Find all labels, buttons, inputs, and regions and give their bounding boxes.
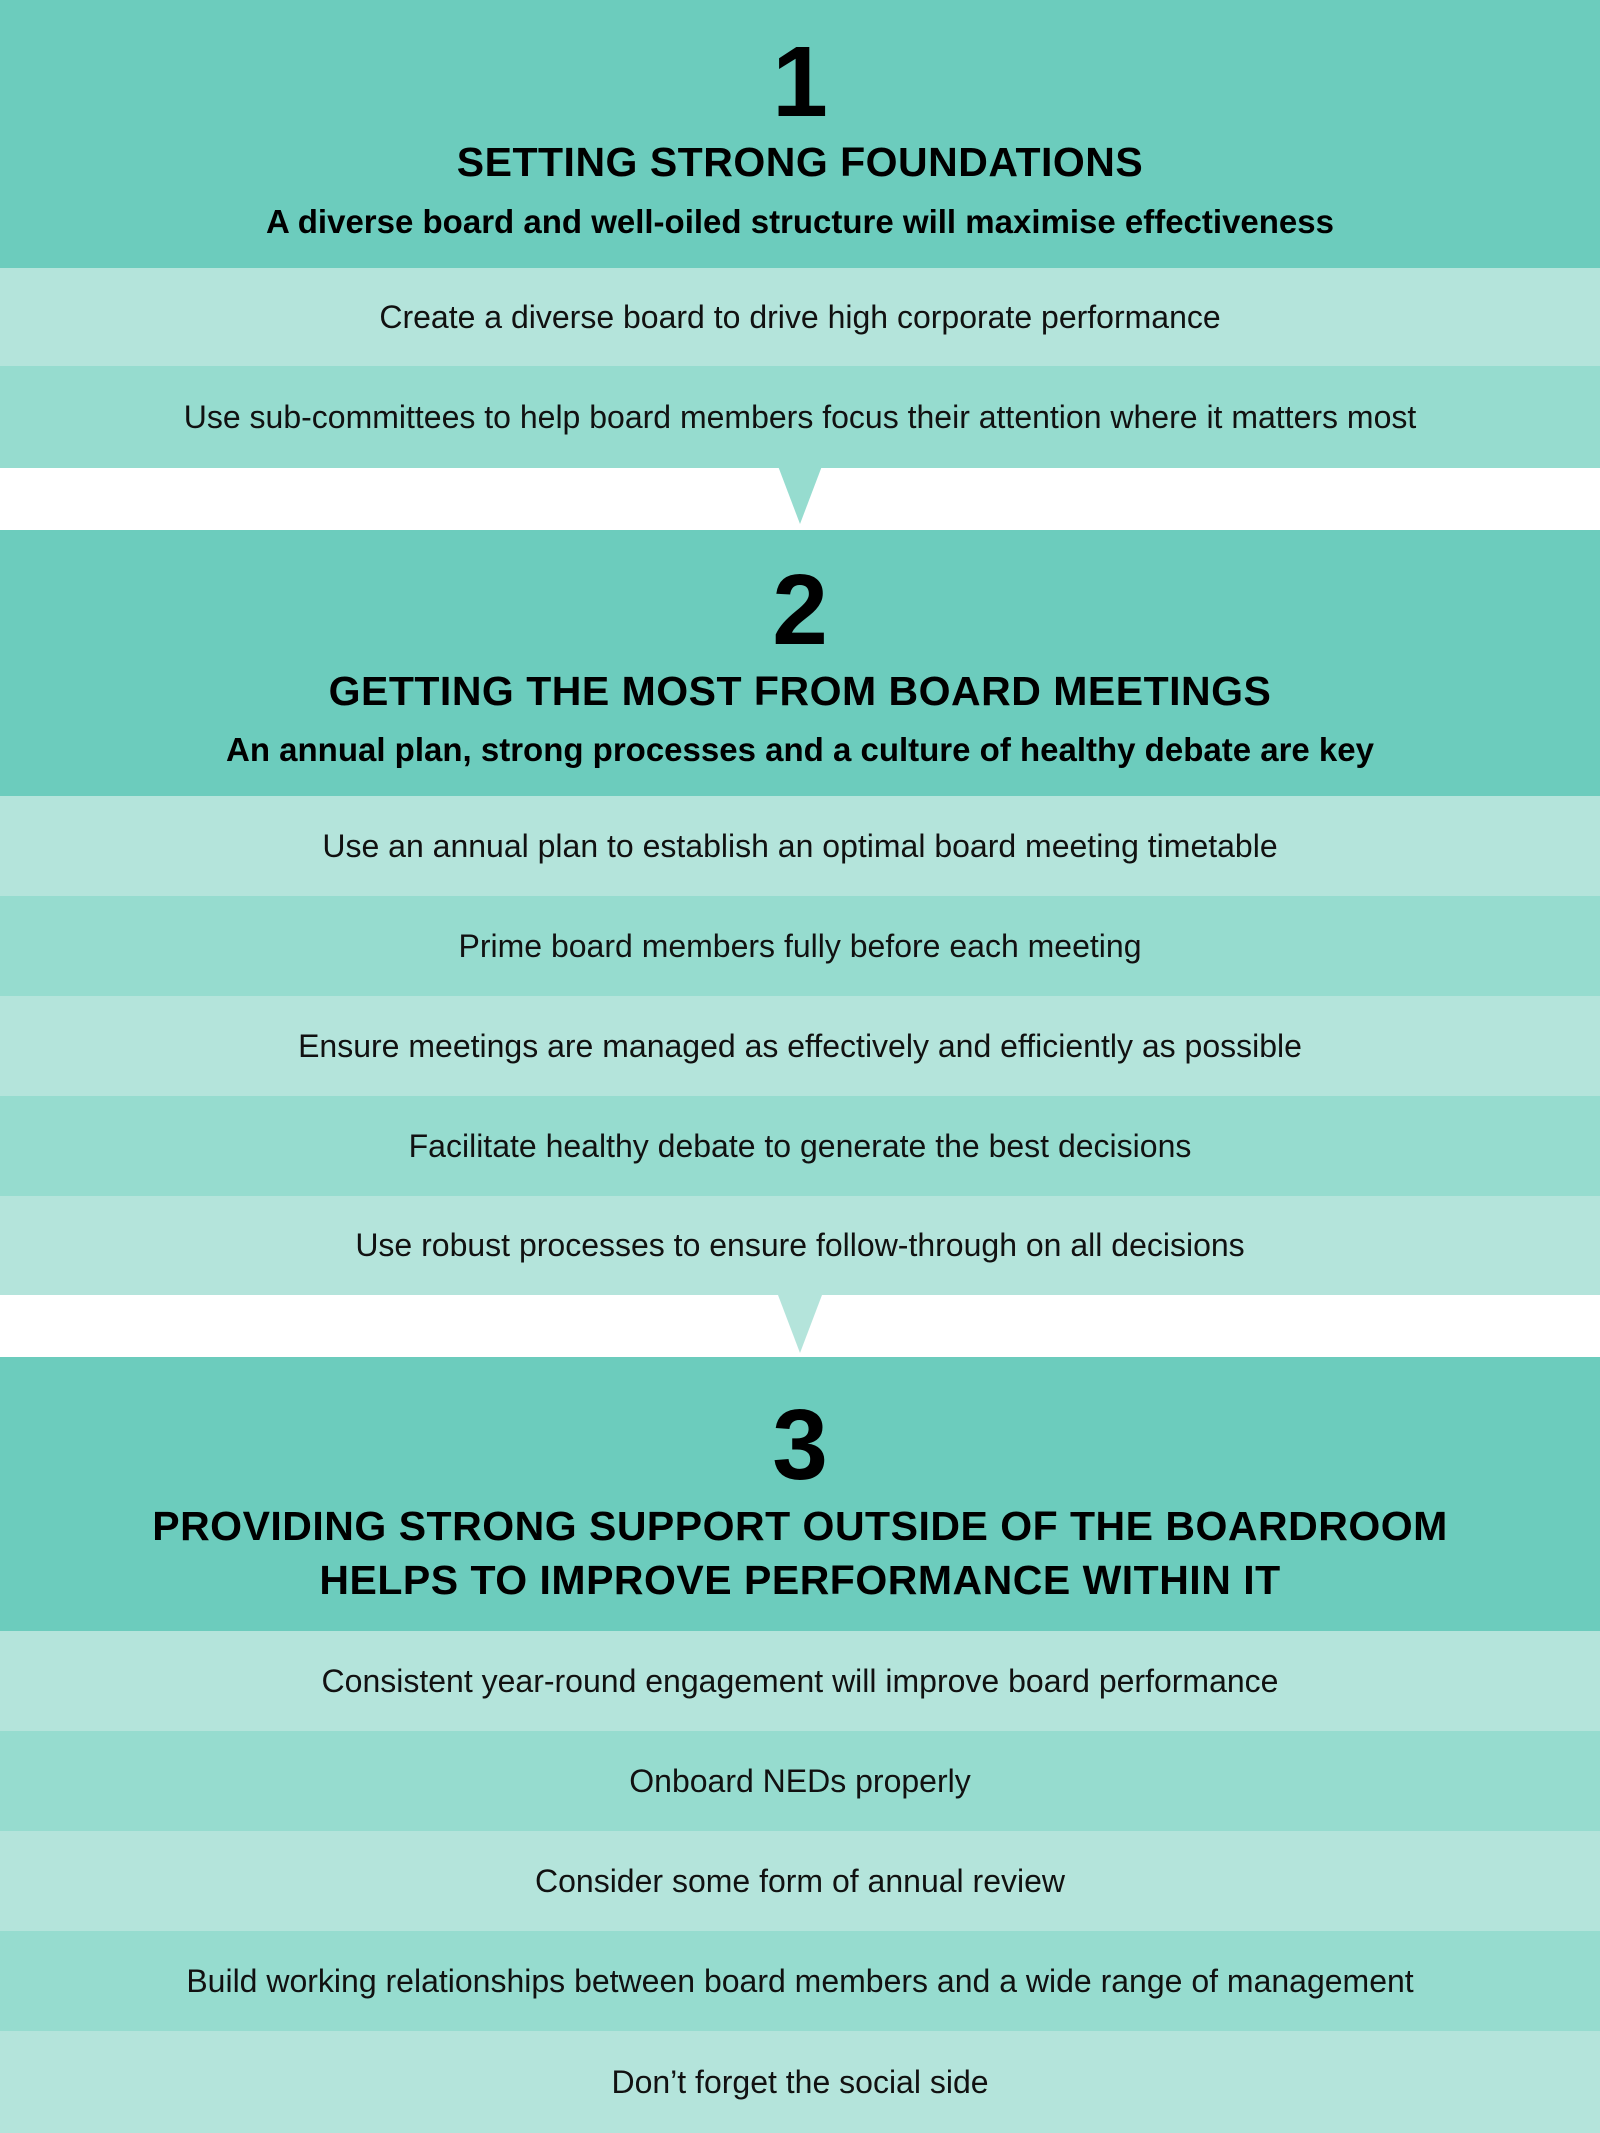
section-2-item: Prime board members fully before each meeting [0,896,1600,996]
section-3-title-line-2: HELPS TO IMPROVE PERFORMANCE WITHIN IT [319,1557,1281,1603]
section-1-title: SETTING STRONG FOUNDATIONS [456,139,1144,185]
section-3 [0,1357,1600,2133]
section-1-number: 1 [772,26,828,138]
connector-arrow-2 [778,1295,822,1353]
section-3-header [0,1357,1600,1631]
section-3-item: Build working relationships between board members and a wide range of management [0,1931,1600,2031]
section-3-title-line-1: PROVIDING STRONG SUPPORT OUTSIDE OF THE BOARDROOM [152,1503,1448,1549]
section-3-item: Don’t forget the social side [0,2031,1600,2133]
section-2-item: Facilitate healthy debate to generate the best decisions [0,1096,1600,1196]
section-3-number: 3 [772,1389,828,1501]
section-1-subtitle: A diverse board and well-oiled structure will maximise effectiveness [266,203,1334,240]
section-1-header [0,0,1600,268]
section-2-subtitle: An annual plan, strong processes and a culture of healthy debate are key [226,731,1374,768]
section-2 [0,530,1600,1295]
section-2-item: Use an annual plan to establish an optimal board meeting timetable [0,796,1600,896]
section-3-item: Onboard NEDs properly [0,1731,1600,1831]
section-1-item: Create a diverse board to drive high corporate performance [0,268,1600,366]
section-3-item: Consistent year-round engagement will improve board performance [0,1631,1600,1731]
section-1 [0,0,1600,468]
section-3-item: Consider some form of annual review [0,1831,1600,1931]
section-2-item: Ensure meetings are managed as effectively and efficiently as possible [0,996,1600,1096]
section-2-title: GETTING THE MOST FROM BOARD MEETINGS [328,668,1272,714]
section-2-number: 2 [772,554,828,666]
section-1-item: Use sub-committees to help board members focus their attention where it matters most [0,366,1600,468]
section-2-item: Use robust processes to ensure follow-through on all decisions [0,1196,1600,1295]
connector-arrow-1 [778,466,822,524]
section-2-header [0,530,1600,796]
